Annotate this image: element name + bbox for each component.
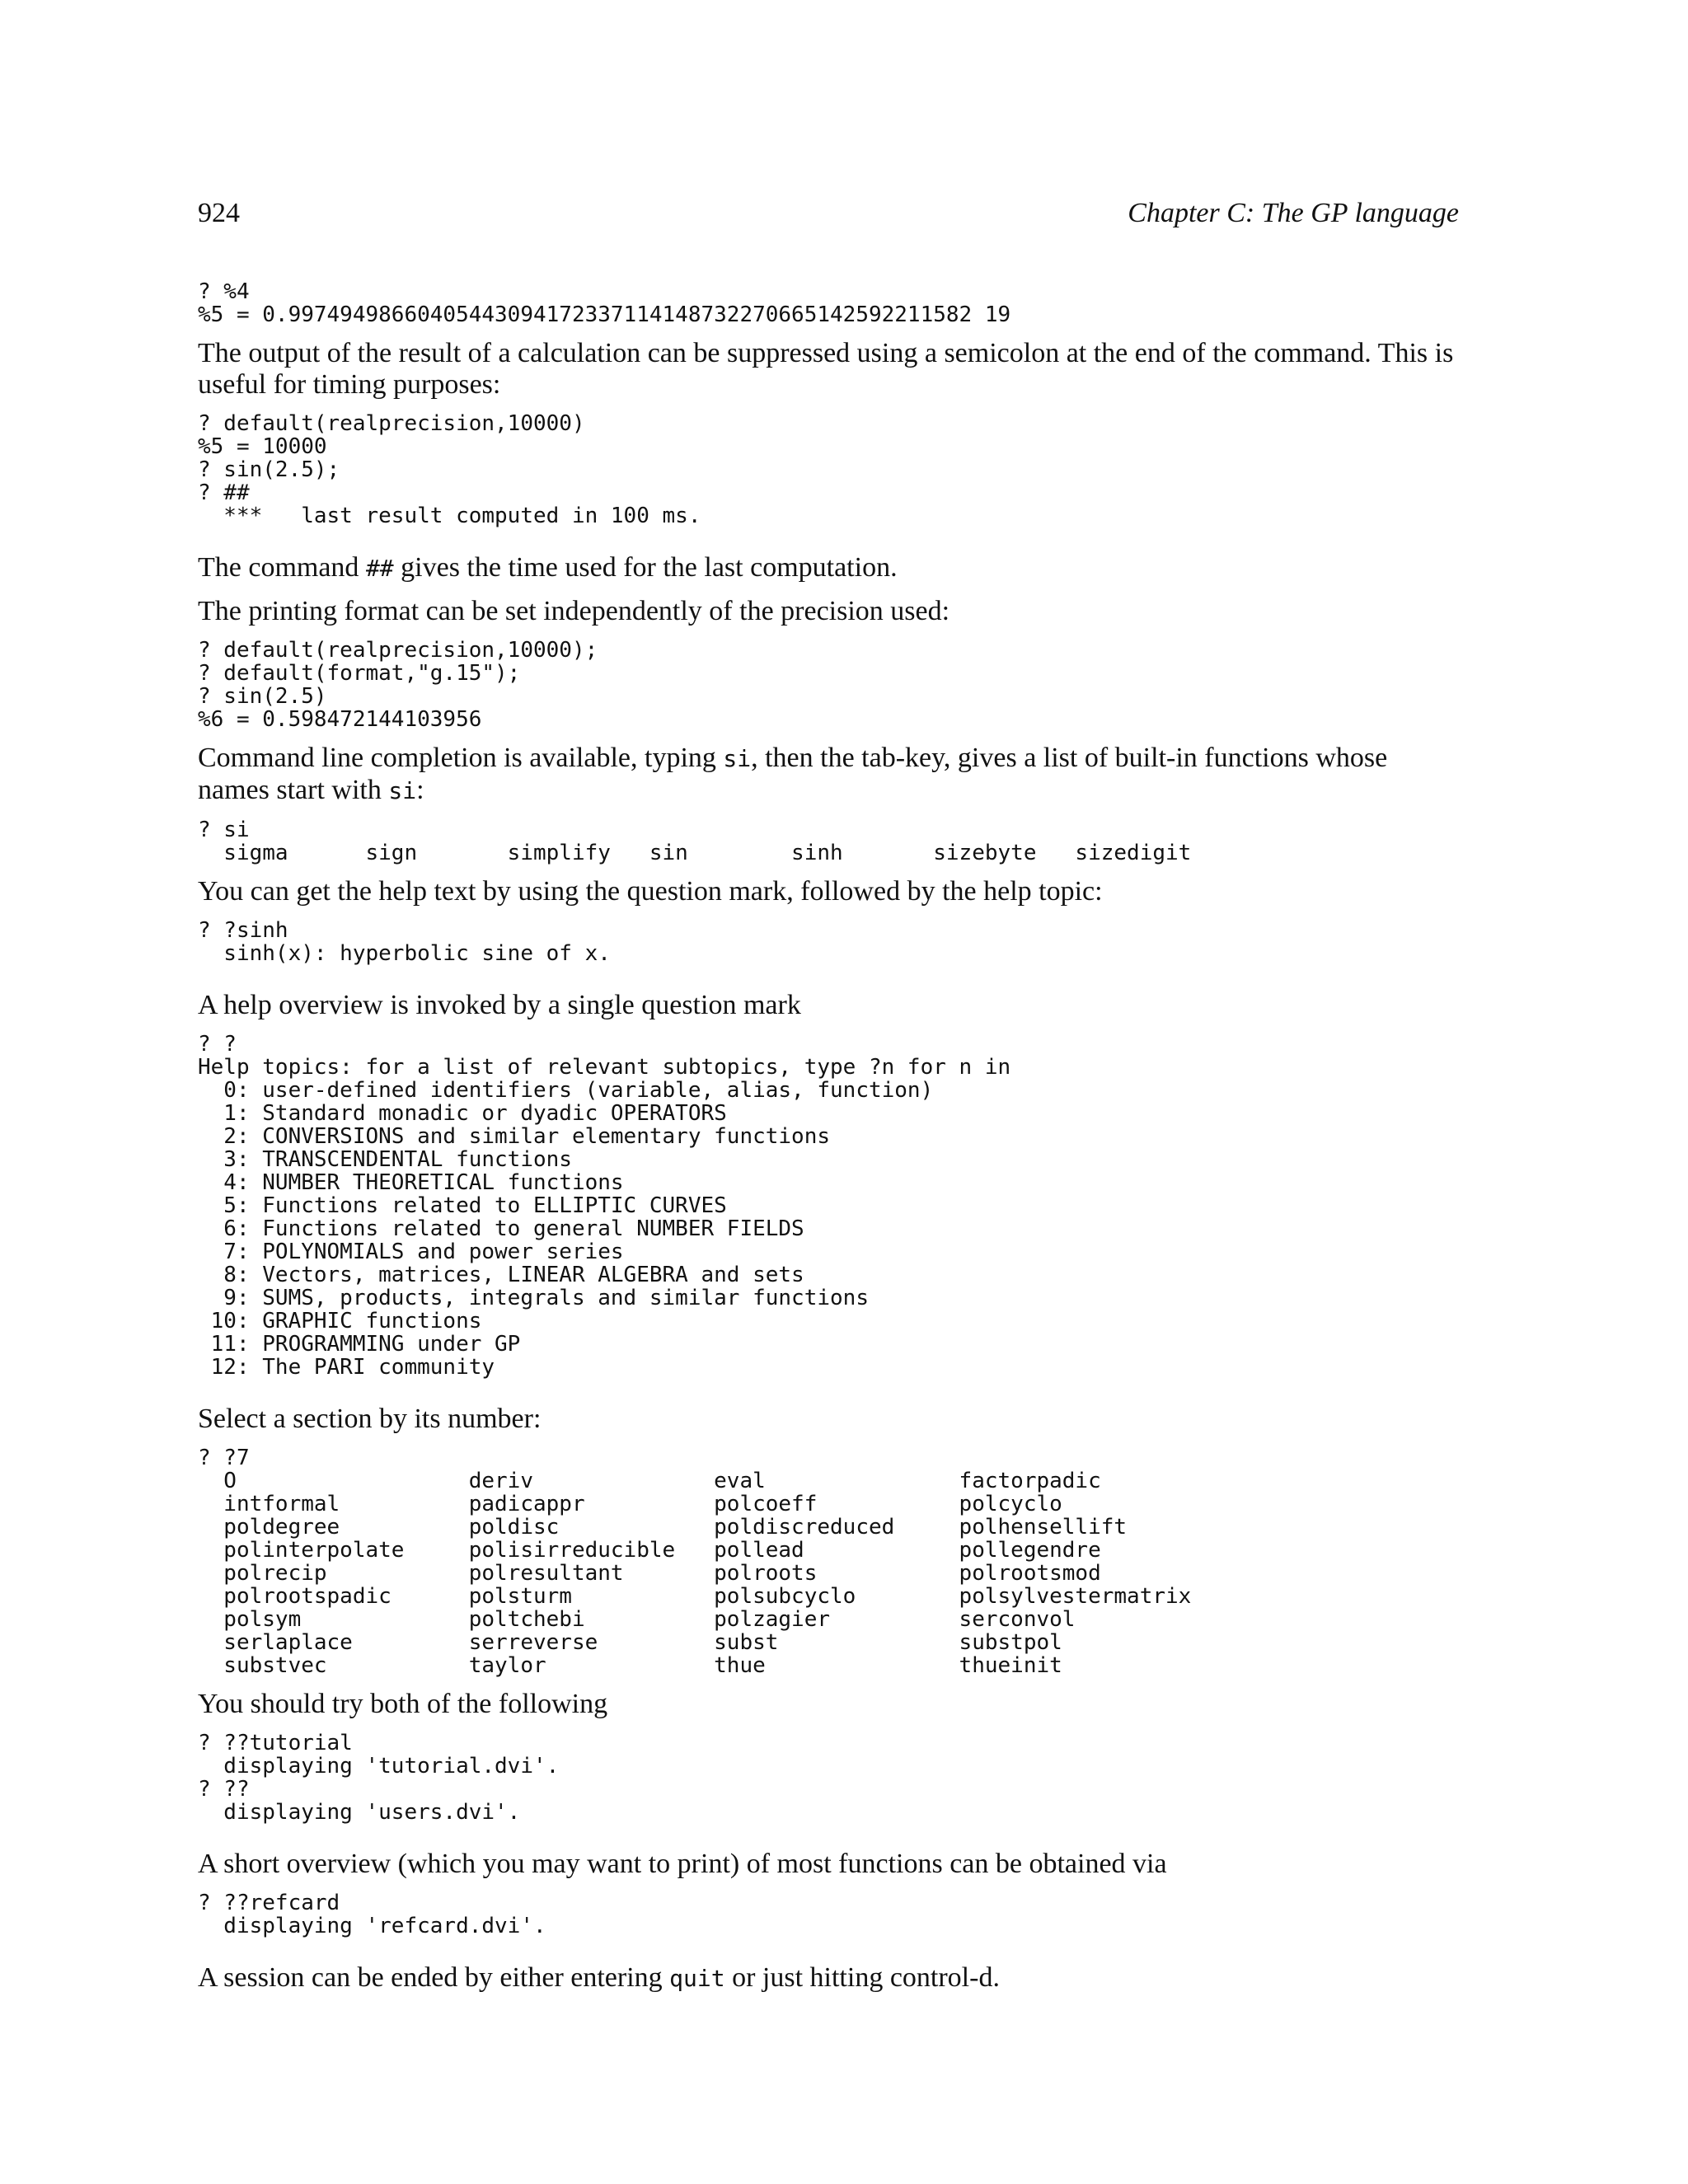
code-line: O deriv eval factorpadic bbox=[198, 1469, 1101, 1493]
code-line: 12: The PARI community bbox=[198, 1355, 495, 1380]
paragraph-help-overview: A help overview is invoked by a single question mark bbox=[198, 990, 801, 1020]
code-line: poldegree poldisc poldiscreduced polhensellift bbox=[198, 1515, 1128, 1540]
code-block-9 bbox=[198, 1891, 1459, 1938]
document-page bbox=[198, 198, 1459, 2159]
code-line: ? default(format,"g.15"); bbox=[198, 661, 521, 686]
text-segment: Command line completion is available, typing bbox=[198, 743, 724, 773]
code-block-7 bbox=[198, 1446, 1459, 1677]
inline-code: ## bbox=[365, 555, 394, 582]
code-line: 1: Standard monadic or dyadic OPERATORS bbox=[198, 1101, 727, 1126]
paragraph-time-command bbox=[198, 552, 1459, 584]
code-line: serlaplace serreverse subst substpol bbox=[198, 1630, 1062, 1655]
text-segment: The command bbox=[198, 552, 366, 583]
code-line: substvec taylor thue thueinit bbox=[198, 1653, 1062, 1678]
text-segment: A session can be ended by either entering bbox=[198, 1962, 670, 1993]
code-line: polsym poltchebi polzagier serconvol bbox=[198, 1607, 1076, 1632]
code-block-6 bbox=[198, 1033, 1459, 1379]
code-line: 7: POLYNOMIALS and power series bbox=[198, 1240, 624, 1264]
code-line: 4: NUMBER THEORETICAL functions bbox=[198, 1170, 624, 1195]
code-line: 6: Functions related to general NUMBER FIELDS bbox=[198, 1216, 804, 1241]
code-line: Help topics: for a list of relevant subtopics, type ?n for n in bbox=[198, 1055, 1011, 1080]
page-body bbox=[198, 280, 1459, 2006]
paragraph-session-end bbox=[198, 1962, 1459, 1994]
text-segment: or just hitting control-d. bbox=[724, 1962, 1000, 1993]
text-segment: : bbox=[416, 775, 424, 805]
chapter-title: Chapter C: The GP language bbox=[1128, 198, 1459, 228]
inline-code: quit bbox=[669, 1965, 725, 1992]
code-block-5 bbox=[198, 919, 1459, 965]
code-line: displaying 'users.dvi'. bbox=[198, 1800, 521, 1825]
paragraph-completion bbox=[198, 743, 1459, 807]
code-line: ? ?sinh bbox=[198, 918, 288, 943]
code-line: *** last result computed in 100 ms. bbox=[198, 504, 701, 528]
code-line: ? sin(2.5) bbox=[198, 684, 327, 709]
text-segment: gives the time used for the last computation. bbox=[393, 552, 898, 583]
code-line: 9: SUMS, products, integrals and similar functions bbox=[198, 1286, 869, 1310]
paragraph-printing-format: The printing format can be set independently of the precision used: bbox=[198, 596, 950, 626]
code-line: %5 = 0.99749498660405443094172337114148732270665142592211582 19 bbox=[198, 302, 1011, 327]
text-segment: , then the tab-key, gives a list of built-in functions whose names start with bbox=[198, 743, 1388, 805]
code-block-2 bbox=[198, 412, 1459, 527]
code-line: ? ?? bbox=[198, 1777, 250, 1802]
code-block-1 bbox=[198, 280, 1459, 326]
page-header bbox=[198, 198, 1459, 239]
page-number: 924 bbox=[198, 198, 240, 228]
code-line: ? si bbox=[198, 818, 250, 842]
code-line: %5 = 10000 bbox=[198, 434, 327, 459]
code-line: polrecip polresultant polroots polrootsmod bbox=[198, 1561, 1101, 1586]
code-line: 5: Functions related to ELLIPTIC CURVES bbox=[198, 1193, 727, 1218]
code-line: sinh(x): hyperbolic sine of x. bbox=[198, 941, 611, 966]
paragraph-help-text: You can get the help text by using the question mark, followed by the help topic: bbox=[198, 876, 1103, 907]
code-block-3 bbox=[198, 639, 1459, 731]
paragraph-short-overview: A short overview (which you may want to print) of most functions can be obtained via bbox=[198, 1849, 1167, 1879]
code-line: 8: Vectors, matrices, LINEAR ALGEBRA and sets bbox=[198, 1263, 804, 1287]
code-line: %6 = 0.598472144103956 bbox=[198, 707, 482, 732]
code-line: 0: user-defined identifiers (variable, alias, function) bbox=[198, 1078, 934, 1103]
code-line: intformal padicappr polcoeff polcyclo bbox=[198, 1492, 1062, 1516]
paragraph-try-following: You should try both of the following bbox=[198, 1689, 608, 1719]
code-line: polinterpolate polisirreducible pollead pollegendre bbox=[198, 1538, 1101, 1563]
code-line: 3: TRANSCENDENTAL functions bbox=[198, 1147, 572, 1172]
inline-code: si bbox=[723, 745, 752, 772]
code-line: sigma sign simplify sin sinh sizebyte sizedigit bbox=[198, 841, 1192, 865]
inline-code: si bbox=[388, 777, 417, 804]
code-line: polrootspadic polsturm polsubcyclo polsylvestermatrix bbox=[198, 1584, 1192, 1609]
code-line: 2: CONVERSIONS and similar elementary functions bbox=[198, 1124, 831, 1149]
code-line: displaying 'refcard.dvi'. bbox=[198, 1914, 546, 1938]
code-line: ? ## bbox=[198, 480, 250, 505]
code-line: 11: PROGRAMMING under GP bbox=[198, 1332, 521, 1357]
code-line: 10: GRAPHIC functions bbox=[198, 1309, 482, 1333]
code-block-8 bbox=[198, 1732, 1459, 1824]
code-line: ? ??refcard bbox=[198, 1891, 340, 1915]
code-line: ? sin(2.5); bbox=[198, 457, 340, 482]
code-line: ? ? bbox=[198, 1032, 237, 1057]
code-line: ? default(realprecision,10000) bbox=[198, 411, 585, 436]
paragraph-select-section: Select a section by its number: bbox=[198, 1404, 542, 1434]
code-line: ? default(realprecision,10000); bbox=[198, 638, 598, 663]
code-line: ? ?7 bbox=[198, 1446, 250, 1470]
code-line: ? %4 bbox=[198, 279, 250, 304]
code-block-4 bbox=[198, 818, 1459, 865]
code-line: ? ??tutorial bbox=[198, 1731, 353, 1755]
paragraph-output-suppression: The output of the result of a calculation can be suppressed using a semicolon at the end of the command. This is useful for timing purposes: bbox=[198, 338, 1454, 400]
code-line: displaying 'tutorial.dvi'. bbox=[198, 1754, 560, 1779]
